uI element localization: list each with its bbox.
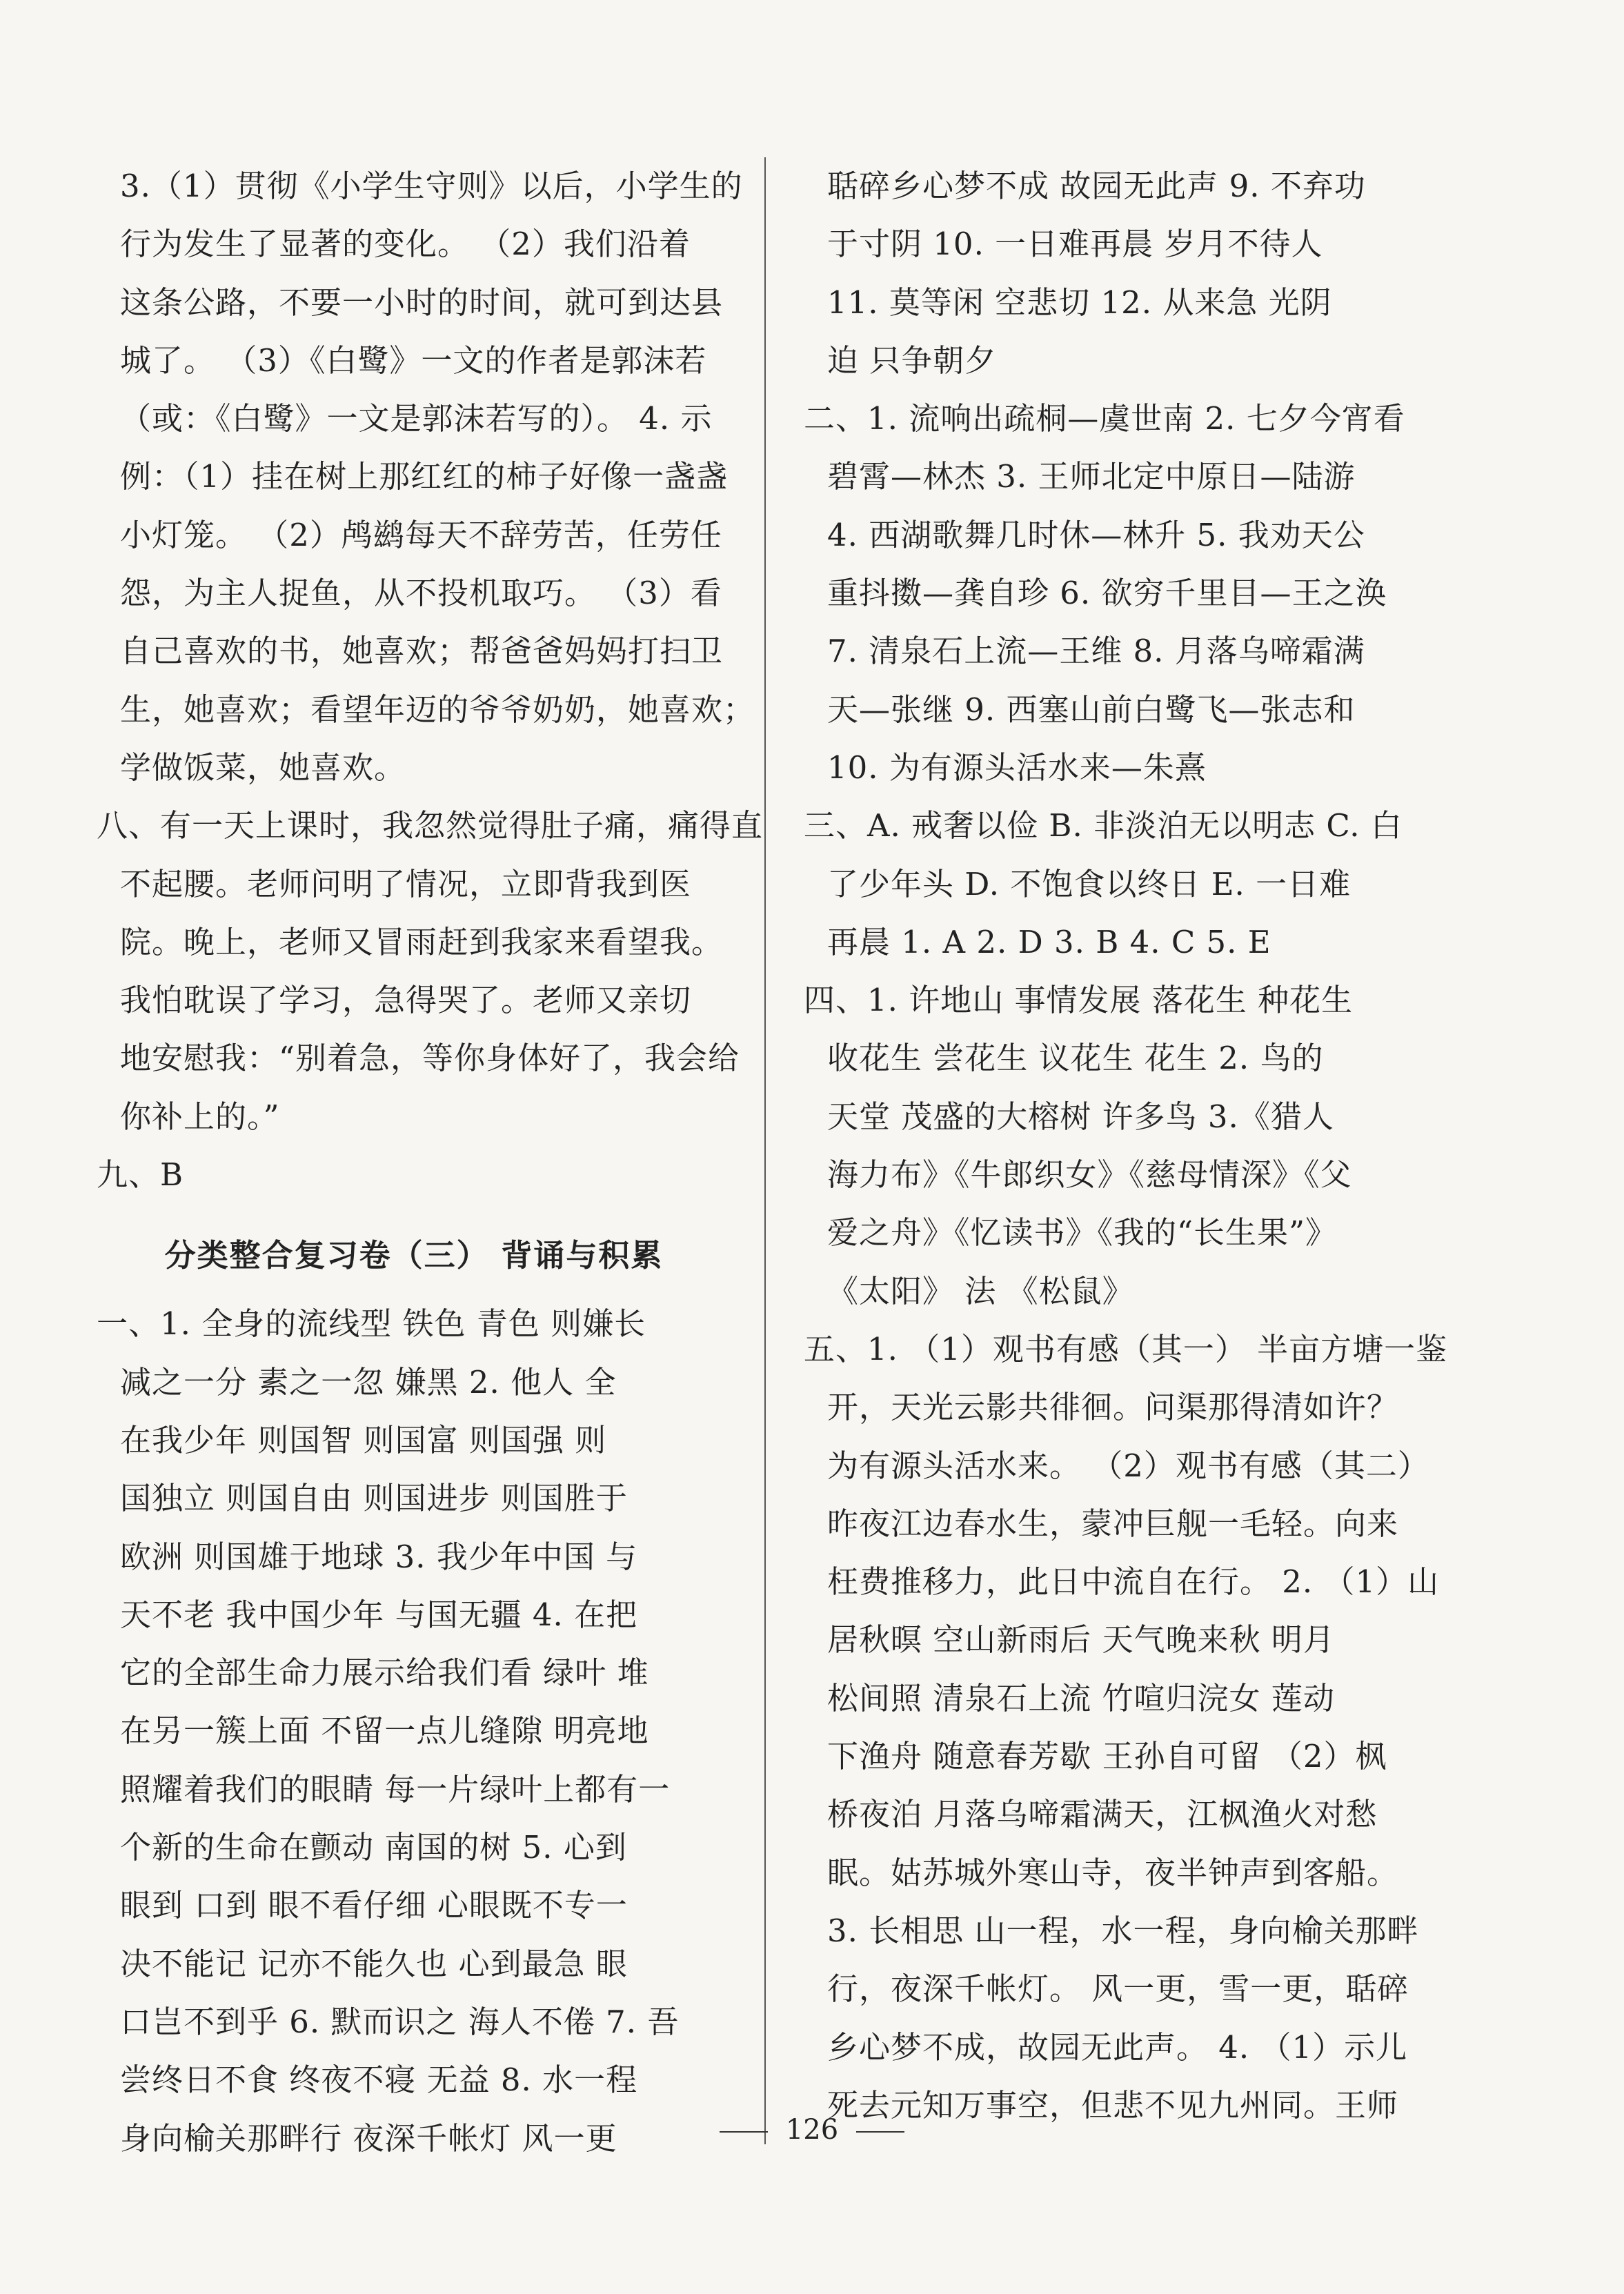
text-line: 重抖擞—龚自珍 6. 欲穷千里目—王之涣 bbox=[827, 575, 1387, 612]
text-line: 我怕耽误了学习，急得哭了。老师又亲切 bbox=[120, 982, 692, 1019]
text-line: 口岂不到乎 6. 默而识之 海人不倦 7. 吾 bbox=[120, 2003, 680, 2040]
text-line: 聒碎乡心梦不成 故园无此声 9. 不弃功 bbox=[827, 168, 1366, 204]
left-column bbox=[97, 157, 764, 2168]
text-line: 小灯笼。 （2）鸬鹚每天不辞劳苦，任劳任 bbox=[120, 516, 722, 553]
text-line: 城了。 （3）《白鹭》一文的作者是郭沫若 bbox=[120, 342, 707, 379]
section-title: 分类整合复习卷（三） 背诵与积累 bbox=[164, 1237, 664, 1274]
text-line: 决不能记 记亦不能久也 心到最急 眼 bbox=[120, 1945, 628, 1982]
text-line: 海力布》《牛郎织女》《慈母情深》《父 bbox=[827, 1156, 1352, 1194]
text-line: 3.（1）贯彻《小学生守则》以后，小学生的 bbox=[120, 168, 743, 204]
text-line: 生，她喜欢；看望年迈的爷爷奶奶，她喜欢； bbox=[120, 691, 755, 728]
text-line: 八、有一天上课时，我忽然觉得肚子痛，痛得直 bbox=[97, 807, 764, 844]
text-line: 例：（1）挂在树上那红红的柿子好像一盏盏 bbox=[120, 458, 729, 495]
text-line: 7. 清泉石上流—王维 8. 月落乌啼霜满 bbox=[827, 633, 1365, 670]
text-line: 昨夜江边春水生，蒙冲巨舰一毛轻。向来 bbox=[827, 1505, 1399, 1542]
text-line: 松间照 清泉石上流 竹喧归浣女 莲动 bbox=[827, 1679, 1335, 1717]
text-line: 眼到 口到 眼不看仔细 心眼既不专一 bbox=[120, 1887, 628, 1924]
text-line: 三、A. 戒奢以俭 B. 非淡泊无以明志 C. 白 bbox=[804, 807, 1403, 844]
text-line: 为有源头活水来。 （2）观书有感（其二） bbox=[827, 1447, 1429, 1484]
text-line: 学做饭菜，她喜欢。 bbox=[120, 749, 406, 786]
text-line: 开，天光云影共徘徊。问渠那得清如许？ bbox=[827, 1389, 1399, 1426]
text-line: 不起腰。老师问明了情况，立即背我到医 bbox=[120, 865, 692, 902]
text-line: 减之一分 素之一忽 嫌黑 2. 他人 全 bbox=[120, 1363, 617, 1401]
text-line: 11. 莫等闲 空悲切 12. 从来急 光阴 bbox=[827, 284, 1332, 321]
text-line: 收花生 尝花生 议花生 花生 2. 鸟的 bbox=[827, 1040, 1324, 1077]
text-line: （或：《白鹭》一文是郭沫若写的）。 4. 示 bbox=[120, 400, 713, 437]
text-line: 行为发生了显著的变化。 （2）我们沿着 bbox=[120, 226, 691, 263]
footer-dash-left bbox=[720, 2131, 768, 2133]
text-line: 天—张继 9. 西塞山前白鹭飞—张志和 bbox=[827, 691, 1356, 728]
text-line: 这条公路，不要一小时的时间，就可到达县 bbox=[120, 284, 724, 321]
text-line: 它的全部生命力展示给我们看 绿叶 堆 bbox=[120, 1654, 649, 1692]
text-line: 死去元知万事空，但悲不见九州同。王师 bbox=[827, 2086, 1399, 2124]
text-line: 天堂 茂盛的大榕树 许多鸟 3.《猎人 bbox=[827, 1098, 1334, 1135]
right-column bbox=[804, 157, 1473, 2135]
text-line: 枉费推移力，此日中流自在行。 2. （1）山 bbox=[827, 1563, 1440, 1601]
text-line: 于寸阴 10. 一日难再晨 岁月不待人 bbox=[827, 226, 1323, 263]
text-line: 乡心梦不成，故园无此声。 4. （1）示儿 bbox=[827, 2028, 1408, 2066]
text-line: 欧洲 则国雄于地球 3. 我少年中国 与 bbox=[120, 1538, 638, 1575]
text-line: 再晨 1. A 2. D 3. B 4. C 5. E bbox=[827, 923, 1271, 960]
text-line: 3. 长相思 山一程，水一程，身向榆关那畔 bbox=[827, 1912, 1419, 1949]
text-line: 居秋暝 空山新雨后 天气晚来秋 明月 bbox=[827, 1621, 1335, 1659]
text-line: 个新的生命在颤动 南国的树 5. 心到 bbox=[120, 1829, 627, 1866]
text-line: 你补上的。” bbox=[120, 1098, 280, 1135]
text-line: 身向榆关那畔行 夜深千帐灯 风一更 bbox=[120, 2119, 617, 2157]
text-line: 天不老 我中国少年 与国无疆 4. 在把 bbox=[120, 1596, 638, 1633]
text-line: 10. 为有源头活水来—朱熹 bbox=[827, 749, 1207, 786]
text-line: 怨，为主人捉鱼，从不投机取巧。 （3）看 bbox=[120, 575, 722, 612]
text-line: 二、1. 流响出疏桐—虞世南 2. 七夕今宵看 bbox=[804, 400, 1405, 437]
text-line: 《太阳》 法 《松鼠》 bbox=[827, 1272, 1134, 1309]
text-line: 院。晚上，老师又冒雨赶到我家来看望我。 bbox=[120, 923, 724, 960]
text-line: 照耀着我们的眼睛 每一片绿叶上都有一 bbox=[120, 1770, 671, 1808]
text-line: 国独立 则国自由 则国进步 则国胜于 bbox=[120, 1480, 628, 1517]
text-line: 眠。姑苏城外寒山寺，夜半钟声到客船。 bbox=[827, 1854, 1399, 1891]
text-line: 迫 只争朝夕 bbox=[827, 342, 997, 379]
text-line: 自己喜欢的书，她喜欢；帮爸爸妈妈打扫卫 bbox=[120, 633, 724, 670]
text-line: 下渔舟 随意春芳歇 王孙自可留 （2）枫 bbox=[827, 1738, 1387, 1775]
text-line: 爱之舟》《忆读书》《我的“长生果”》 bbox=[827, 1214, 1338, 1252]
text-line: 尝终日不食 终夜不寝 无益 8. 水一程 bbox=[120, 2061, 638, 2099]
text-line: 行，夜深千帐灯。 风一更，雪一更，聒碎 bbox=[827, 1970, 1409, 2008]
text-line: 地安慰我：“别着急，等你身体好了，我会给 bbox=[120, 1040, 740, 1077]
footer-dash-right bbox=[856, 2131, 904, 2133]
text-line: 五、1. （1）观书有感（其一） 半亩方塘一鉴 bbox=[804, 1330, 1448, 1367]
text-line: 在另一簇上面 不留一点儿缝隙 明亮地 bbox=[120, 1712, 649, 1750]
text-line: 4. 西湖歌舞几时休—林升 5. 我劝天公 bbox=[827, 516, 1365, 553]
column-divider bbox=[764, 157, 766, 2144]
text-line: 碧霄—林杰 3. 王师北定中原日—陆游 bbox=[827, 458, 1356, 495]
text-line: 九、B bbox=[97, 1156, 184, 1194]
text-line: 在我少年 则国智 则国富 则国强 则 bbox=[120, 1421, 607, 1459]
page-footer bbox=[0, 2109, 1624, 2150]
text-line: 四、1. 许地山 事情发展 落花生 种花生 bbox=[804, 982, 1354, 1019]
text-line: 了少年头 D. 不饱食以终日 E. 一日难 bbox=[827, 865, 1351, 902]
text-line: 桥夜泊 月落乌啼霜满天，江枫渔火对愁 bbox=[827, 1796, 1378, 1833]
page-number: 126 bbox=[785, 2114, 839, 2146]
text-line: 一、1. 全身的流线型 铁色 青色 则嫌长 bbox=[97, 1305, 646, 1343]
